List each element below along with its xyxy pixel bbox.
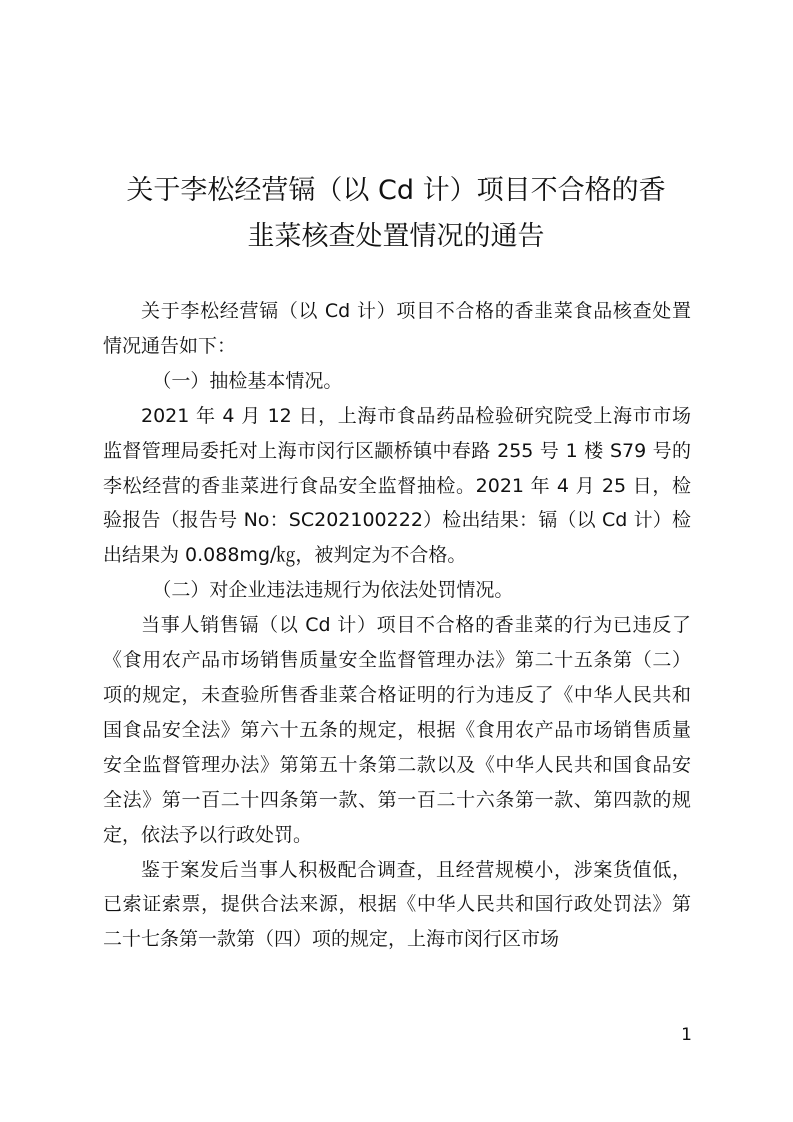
inspection-paragraph: 2021 年 4 月 12 日，上海市食品药品检验研究院受上海市市场监督管理局委托对上海市闵行区颛桥镇中春路 255 号 1 楼 S79 号的李松经营的香韭菜进行食品安全监督抽检。2021 年 4 月 25 日，检验报告（报告号 No：SC202100222）检出结果：镉（以 Cd 计）检出结果为 0.088mg/㎏，被判定为不合格。 [103,404,691,567]
title-line-2: 韭菜核查处置情况的通告 [247,221,545,252]
mitigation-paragraph: 鉴于案发后当事人积极配合调查，且经营规模小，涉案货值低，已索证索票，提供合法来源，根据《中华人民共和国行政处罚法》第二十七条第一款第（四）项的规定，上海市闵行区市场 [103,858,691,951]
document-title [96,168,696,260]
title-line-1: 关于李松经营镉（以 Cd 计）项目不合格的香 [126,175,666,206]
violation-paragraph: 当事人销售镉（以 Cd 计）项目不合格的香韭菜的行为已违反了《食用农产品市场销售质量安全监督管理办法》第二十五条第（二）项的规定，未查验所售香韭菜合格证明的行为违反了《中华人民共和国食品安全法》第六十五条的规定，根据《食用农产品市场销售质量安全监督管理办法》第第五十条第二款以及《中华人民共和国食品安全法》第一百二十四条第一款、第一百二十六条第一款、第四款的规定，依法予以行政处罚。 [103,614,691,846]
page-number: 1 [681,1025,692,1045]
section-heading-inspection: （一）抽检基本情况。 [152,369,343,392]
document-body [103,294,691,957]
section-heading-penalty: （二）对企业违法违规行为依法处罚情况。 [152,579,514,602]
intro-paragraph: 关于李松经营镉（以 Cd 计）项目不合格的香韭菜食品核查处置情况通告如下： [103,300,691,357]
